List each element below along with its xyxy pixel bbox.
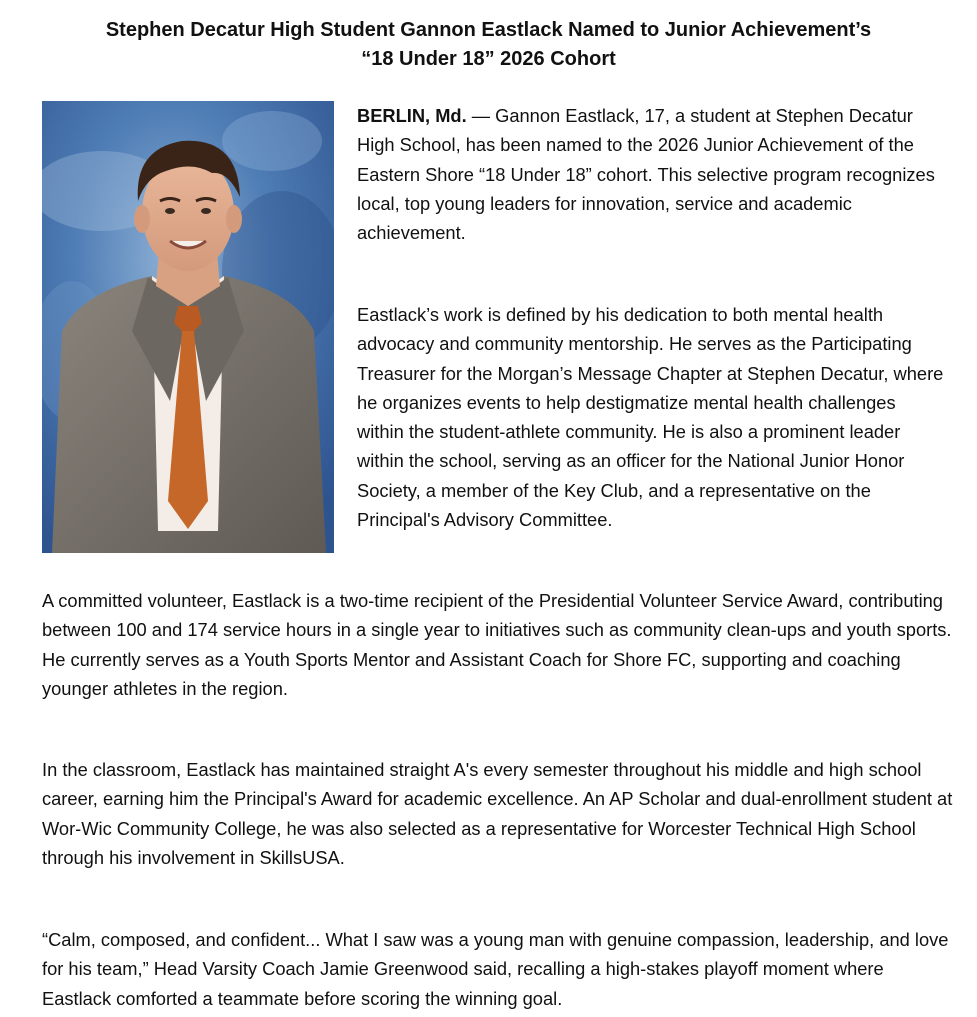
academics-paragraph: In the classroom, Eastlack has maintained straight A's every semester throughout his middle and high school career, earning him the Principal's Award for academic excellence. An AP Scholar and dual-enrollment student at Wor-Wic Community College, he was also selected as a representative for Worcester Technical High School through his involvement in SkillsUSA. [42, 759, 953, 868]
intro-text: — Gannon Eastlack, 17, a student at Stephen Decatur High School, has been named to the 2026 Junior Achievement of the Eastern Shore “18 Under 18” cohort. This selective program recognizes local, top young leaders for innovation, service and academic achievement. [357, 105, 935, 244]
title-line-1: Stephen Decatur High Student Gannon Eastlack Named to Junior Achievement’s [105, 19, 872, 41]
portrait-illustration [42, 101, 334, 553]
title-line-2: “18 Under 18” 2026 Cohort [361, 48, 616, 70]
article-title [30, 16, 947, 74]
intro-paragraph [357, 101, 937, 247]
quote-paragraph: “Calm, composed, and confident... What I saw was a young man with genuine compassion, leadership, and love for his team,” Head Varsity Coach Jamie Greenwood said, recalling a high-stakes playoff moment where Eastlack comforted a teammate before scoring the winning goal. [42, 929, 949, 1009]
volunteer-paragraph: A committed volunteer, Eastlack is a two-time recipient of the Presidential Volunteer Service Award, contributing between 100 and 174 service hours in a single year to initiatives such as community clean-ups and youth sports. He currently serves as a Youth Sports Mentor and Assistant Coach for Shore FC, supporting and coaching younger athletes in the region. [42, 590, 952, 699]
advocacy-paragraph: Eastlack’s work is defined by his dedication to both mental health advocacy and community mentorship. He serves as the Participating Treasurer for the Morgan’s Message Chapter at Stephen Decatur, where he organizes events to help destigmatize mental health challenges within the student-athlete community. He is also a prominent leader within the school, serving as an officer for the National Junior Honor Society, a member of the Key Club, and a representative on the Principal's Advisory Committee. [357, 304, 944, 531]
dateline: BERLIN, Md. [357, 105, 467, 126]
student-portrait-photo [42, 101, 334, 553]
